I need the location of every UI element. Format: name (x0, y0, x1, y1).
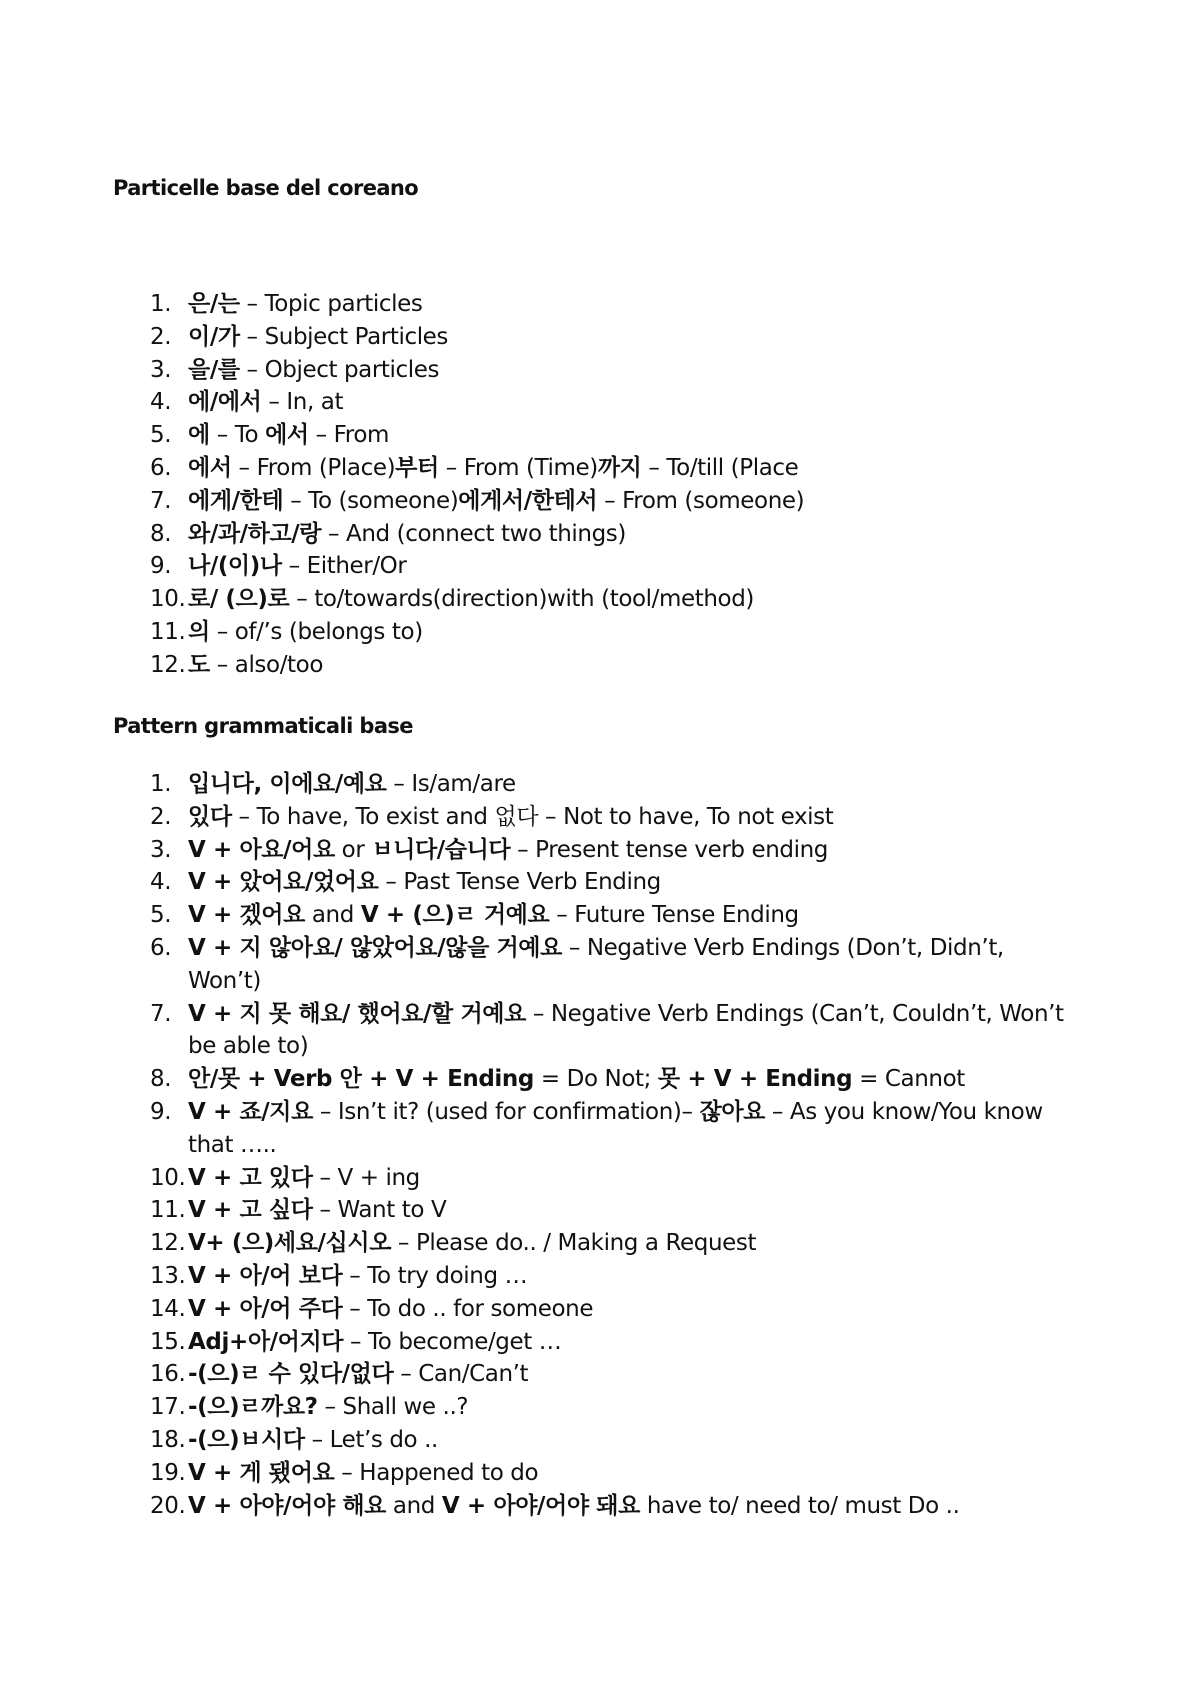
korean-term: V + 죠/지요 (188, 1098, 313, 1125)
description-text: – Let’s do .. (304, 1426, 438, 1453)
korean-term: 나/(이)나 (188, 553, 282, 580)
list-item (150, 801, 1080, 834)
list-item (150, 1424, 1080, 1457)
korean-term: V+ (으)세요/십시오 (188, 1230, 392, 1257)
list-item (150, 1293, 1080, 1326)
description-text: – From (someone) (597, 487, 805, 514)
list-item (150, 834, 1080, 867)
list-item-number: 20. (150, 1492, 186, 1519)
list-item-number: 2. (150, 803, 172, 830)
korean-term: 의 (188, 618, 210, 645)
description-text: or (334, 836, 372, 863)
list-item (150, 899, 1080, 932)
korean-term: 에/에서 (188, 389, 262, 416)
korean-term: V + 아요/어요 (188, 836, 335, 863)
list-item-number: 14. (150, 1295, 186, 1322)
description-text: – From (Time) (438, 454, 598, 481)
description-text: – Present tense verb ending (510, 836, 828, 863)
korean-term: 도 (188, 651, 210, 678)
list-item (150, 1326, 1080, 1359)
korean-term: ㅂ니다/습니다 (371, 836, 511, 863)
list-item (150, 1358, 1080, 1391)
list-item-number: 1. (150, 771, 172, 797)
korean-term: 은/는 (188, 291, 240, 317)
list-item (150, 768, 1080, 801)
list-item (150, 518, 1080, 551)
list-item (150, 932, 1080, 998)
list-item (150, 452, 1080, 485)
list-item-number: 9. (150, 1098, 172, 1125)
description-text: – Isn’t it? (used for confirmation)– (312, 1098, 700, 1125)
description-text: – Please do.. / Making a Request (391, 1230, 757, 1257)
list-item-number: 5. (150, 902, 172, 929)
list-item-number: 18. (150, 1426, 186, 1453)
description-text: = Do Not; (533, 1066, 658, 1093)
korean-term: V + 아/어 주다 (188, 1295, 343, 1322)
list-item (150, 1227, 1080, 1260)
list-item (150, 321, 1080, 354)
description-text: – From (Place) (231, 454, 396, 481)
list-item-number: 11. (150, 1197, 186, 1224)
korean-term: 에 (188, 422, 210, 449)
korean-term: 부터 (395, 454, 439, 481)
korean-term: 못 + V + Ending (657, 1066, 853, 1093)
description-text: – also/too (209, 651, 323, 678)
description-text: – Object particles (239, 356, 440, 383)
korean-term: 에서 (265, 422, 309, 449)
list-item (150, 386, 1080, 419)
list-item-number: 17. (150, 1394, 186, 1421)
description-text: – of/’s (belongs to) (209, 618, 423, 645)
description-text: – to/towards(direction)with (tool/method) (289, 586, 755, 613)
korean-term: -(으)ㄹ까요? (188, 1394, 318, 1421)
description-text: – Happened to do (334, 1459, 539, 1486)
list-item-number: 19. (150, 1459, 186, 1486)
description-text: – And (connect two things) (321, 520, 626, 547)
korean-term: V + 지 못 해요/ 했어요/할 거예요 (188, 1000, 526, 1027)
korean-term: V + 았어요/었어요 (188, 869, 379, 896)
description-text: – To try doing … (342, 1262, 528, 1289)
korean-term: -(으)ㅂ시다 (188, 1426, 305, 1453)
korean-term: 로/ (으)로 (188, 586, 290, 613)
description-text: – V + ing (312, 1164, 420, 1191)
heading-patterns: Pattern grammaticali base (113, 714, 413, 738)
list-item (150, 583, 1080, 616)
description-text: – To (209, 422, 266, 449)
korean-term: 와/과/하고/랑 (188, 520, 322, 547)
list-item-number: 4. (150, 389, 172, 416)
list-item (150, 550, 1080, 583)
list-item-number: 5. (150, 422, 172, 449)
korean-term: Adj+아/어지다 (188, 1328, 344, 1355)
korean-term: 까지 (597, 454, 642, 481)
list-item-number: 12. (150, 651, 186, 678)
korean-term: V + (으)ㄹ 거예요 (360, 902, 550, 929)
list-item-number: 11. (150, 618, 186, 645)
description-text: – Past Tense Verb Ending (378, 869, 661, 896)
description-text: – In, at (261, 389, 344, 416)
korean-term: V + 아/어 보다 (188, 1262, 343, 1289)
list-item (150, 1457, 1080, 1490)
description-text: have to/ need to/ must Do .. (639, 1492, 960, 1519)
list-item (150, 1490, 1080, 1523)
list-item-number: 6. (150, 454, 172, 481)
korean-term: V + 게 됐어요 (188, 1459, 335, 1486)
description-text: and (304, 902, 361, 929)
list-item (150, 1096, 1080, 1162)
description-text: and (386, 1492, 442, 1519)
description-text: – Is/am/are (386, 771, 516, 797)
korean-term: V + 아야/어야 돼요 (441, 1492, 640, 1519)
korean-term: V + 지 않아요/ 않았어요/않을 거예요 (188, 934, 562, 961)
korean-term: 에게/한테 (188, 487, 284, 514)
korean-term: 을/를 (188, 356, 240, 383)
list-item (150, 288, 1080, 321)
description-text: – Can/Can’t (393, 1361, 529, 1388)
description-text: – Future Tense Ending (549, 902, 799, 929)
description-text: – Negative Verb Endings (Don’t, Didn’t, Won’t) (188, 934, 1004, 994)
list-item-number: 16. (150, 1361, 186, 1388)
description-text: – From (308, 422, 390, 449)
list-item (150, 1194, 1080, 1227)
description-text: – Negative Verb Endings (Can’t, Couldn’t, Won’t be able to) (188, 1000, 1064, 1060)
list-item-number: 1. (150, 291, 172, 317)
list-item-number: 7. (150, 1000, 172, 1027)
korean-term: V + 고 싶다 (188, 1197, 313, 1224)
list-item-number: 3. (150, 836, 172, 863)
list-item (150, 866, 1080, 899)
list-item-number: 13. (150, 1262, 186, 1289)
list-item-number: 10. (150, 586, 186, 613)
korean-term: 에게서/한테서 (458, 487, 598, 514)
korean-term: 이/가 (188, 323, 240, 350)
list-item (150, 419, 1080, 452)
list-item (150, 649, 1080, 682)
list-item (150, 998, 1080, 1064)
description-text: = Cannot (852, 1066, 965, 1093)
description-text: – Either/Or (281, 553, 407, 580)
korean-term: 입니다, 이에요/예요 (188, 771, 387, 797)
korean-term: 안/못 + Verb 안 + V + Ending (188, 1066, 534, 1093)
list-item-number: 15. (150, 1328, 186, 1355)
heading-particles: Particelle base del coreano (113, 176, 419, 200)
korean-term: V + 아야/어야 해요 (188, 1492, 387, 1519)
korean-term: -(으)ㄹ 수 있다/없다 (188, 1361, 394, 1388)
description-text: – To (someone) (283, 487, 459, 514)
patterns-list (150, 768, 1080, 1522)
korean-term: 있다 (188, 803, 232, 830)
description-text: – To become/get … (343, 1328, 562, 1355)
list-item (150, 1063, 1080, 1096)
description-text: – Shall we ..? (317, 1394, 469, 1421)
particles-list (150, 288, 1080, 682)
korean-term: 잖아요 (699, 1098, 765, 1125)
list-item (150, 616, 1080, 649)
list-item (150, 1391, 1080, 1424)
list-item-number: 9. (150, 553, 172, 580)
description-text: – To have, To exist and 없다 – Not to have, To not exist (231, 803, 834, 830)
list-item (150, 1162, 1080, 1195)
list-item-number: 7. (150, 487, 172, 514)
list-item (150, 354, 1080, 387)
description-text: – To/till (Place (641, 454, 799, 481)
list-item (150, 1260, 1080, 1293)
list-item-number: 2. (150, 323, 172, 350)
list-item-number: 6. (150, 934, 172, 961)
description-text: – To do .. for someone (342, 1295, 594, 1322)
korean-term: 에서 (188, 454, 232, 481)
list-item-number: 8. (150, 1066, 172, 1093)
list-item (150, 485, 1080, 518)
list-item-number: 3. (150, 356, 172, 383)
korean-term: V + 겠어요 (188, 902, 305, 929)
list-item-number: 12. (150, 1230, 186, 1257)
description-text: – As you know/You know that ….. (188, 1098, 1043, 1158)
korean-term: V + 고 있다 (188, 1164, 313, 1191)
list-item-number: 8. (150, 520, 172, 547)
list-item-number: 4. (150, 869, 172, 896)
description-text: – Subject Particles (239, 323, 449, 350)
list-item-number: 10. (150, 1164, 186, 1191)
description-text: – Want to V (312, 1197, 447, 1224)
description-text: – Topic particles (239, 291, 423, 317)
